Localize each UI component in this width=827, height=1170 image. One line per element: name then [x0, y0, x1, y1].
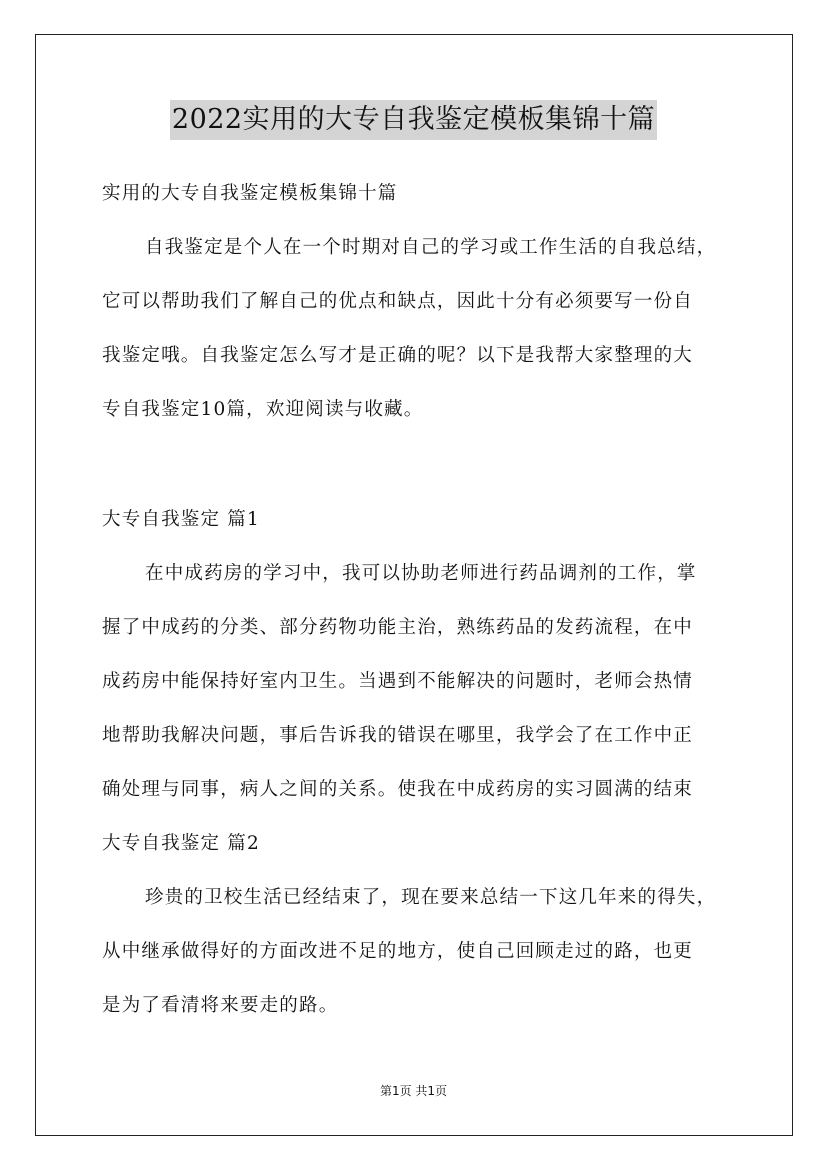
- section-heading: 大专自我鉴定 篇1: [102, 509, 260, 530]
- paragraph-line: 确处理与同事，病人之间的关系。使我在中成药房的实习圆满的结束: [102, 779, 694, 800]
- paragraph-line: 在中成药房的学习中，我可以协助老师进行药品调剂的工作，掌: [145, 563, 697, 584]
- intro-line: 自我鉴定是个人在一个时期对自己的学习或工作生活的自我总结，: [145, 237, 717, 258]
- section-heading: 大专自我鉴定 篇2: [102, 833, 260, 854]
- intro-line: 专自我鉴定10篇，欢迎阅读与收藏。: [102, 399, 424, 420]
- title-container: [0, 100, 827, 140]
- intro-line: 我鉴定哦。自我鉴定怎么写才是正确的呢？以下是我帮大家整理的大: [102, 345, 694, 366]
- document-subtitle: 实用的大专自我鉴定模板集锦十篇: [102, 183, 398, 204]
- paragraph-line: 是为了看清将来要走的路。: [102, 995, 339, 1016]
- paragraph-line: 成药房中能保持好室内卫生。当遇到不能解决的问题时，老师会热情: [102, 671, 694, 692]
- paragraph-line: 握了中成药的分类、部分药物功能主治，熟练药品的发药流程，在中: [102, 617, 694, 638]
- paragraph-line: 珍贵的卫校生活已经结束了，现在要来总结一下这几年来的得失，: [145, 887, 717, 908]
- intro-line: 它可以帮助我们了解自己的优点和缺点，因此十分有必须要写一份自: [102, 291, 694, 312]
- page-footer: 第1页 共1页: [379, 1084, 448, 1098]
- document-title: 2022实用的大专自我鉴定模板集锦十篇: [170, 100, 657, 140]
- paragraph-line: 从中继承做得好的方面改进不足的地方，使自己回顾走过的路，也更: [102, 941, 694, 962]
- paragraph-line: 地帮助我解决问题，事后告诉我的错误在哪里，我学会了在工作中正: [102, 725, 694, 746]
